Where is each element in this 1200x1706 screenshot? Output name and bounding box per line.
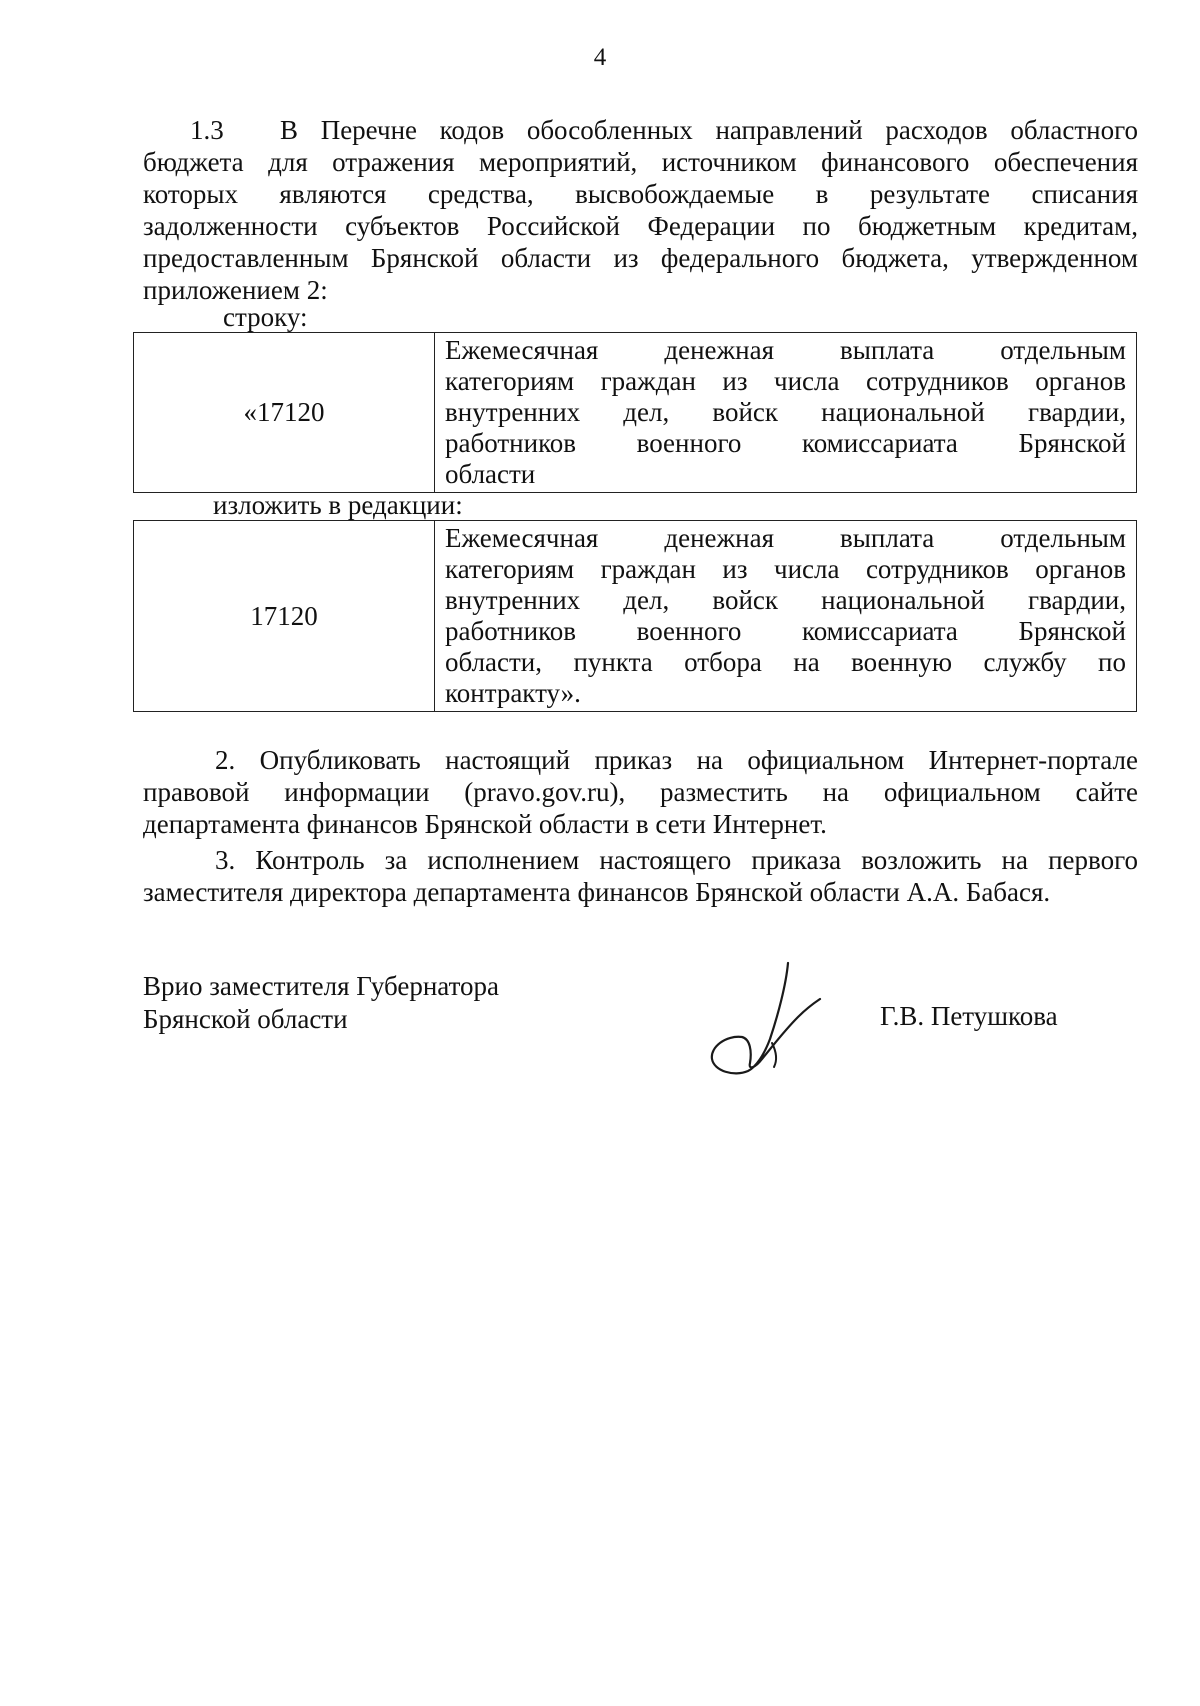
old-row-table (133, 332, 1137, 493)
section-1-3-paragraph (143, 114, 1138, 306)
item-3-line-2: заместителя директора департамента финансов Брянской области А.А. Бабася. (143, 877, 1051, 907)
item-2-line-3: департамента финансов Брянской области в сети Интернет. (143, 809, 827, 839)
new-desc-line-6: контракту». (445, 678, 581, 708)
replace-label: изложить в редакции: (213, 490, 463, 520)
new-row-code: 17120 (134, 521, 435, 712)
old-desc-line-3: внутренних дел, войск национальной гвардии, (445, 397, 1126, 427)
section-1-3-text-1: В Перечне кодов обособленных направлений расходов областного (280, 115, 1138, 145)
item-2-line-1: 2. Опубликовать настоящий приказ на официальном Интернет-портале (215, 745, 1138, 775)
row-label: строку: (223, 302, 308, 332)
item-2-paragraph (143, 744, 1138, 840)
new-row-description (435, 521, 1137, 712)
section-1-3-line-4: задолженности субъектов Российской Федерации по бюджетным кредитам, (143, 211, 1138, 241)
item-3-paragraph (143, 844, 1138, 908)
signatory-position-line-1: Врио заместителя Губернатора (143, 971, 500, 1001)
item-3-line-1: 3. Контроль за исполнением настоящего приказа возложить на первого (215, 845, 1138, 875)
new-desc-line-3: внутренних дел, войск национальной гвардии, (445, 585, 1126, 615)
new-desc-line-2: категориям граждан из числа сотрудников органов (445, 554, 1126, 584)
signatory-position-line-2: Брянской области (143, 1004, 348, 1034)
section-1-3-line-2: бюджета для отражения мероприятий, источником финансового обеспечения (143, 147, 1138, 177)
new-desc-line-1: Ежемесячная денежная выплата отдельным (445, 523, 1126, 553)
section-number: 1.3 (190, 115, 224, 145)
new-row-table (133, 520, 1137, 712)
page-number: 4 (593, 44, 607, 71)
old-desc-line-4: работников военного комиссариата Брянской (445, 428, 1126, 458)
signatory-name: Г.В. Петушкова (880, 1001, 1058, 1031)
section-1-3-line-5: предоставленным Брянской области из федерального бюджета, утвержденном (143, 243, 1138, 273)
old-desc-line-2: категориям граждан из числа сотрудников органов (445, 366, 1126, 396)
table-row (134, 333, 1137, 493)
old-row-code: «17120 (134, 333, 435, 493)
section-1-3-line-6: приложением 2: (143, 275, 328, 305)
item-2-line-2: правовой информации (pravo.gov.ru), разместить на официальном сайте (143, 777, 1138, 807)
old-row-description (435, 333, 1137, 493)
signatory-position (143, 970, 499, 1036)
old-desc-line-1: Ежемесячная денежная выплата отдельным (445, 335, 1126, 365)
new-desc-line-4: работников военного комиссариата Брянской (445, 616, 1126, 646)
new-desc-line-5: области, пункта отбора на военную службу по (445, 647, 1126, 677)
table-row (134, 521, 1137, 712)
section-1-3-line-3: которых являются средства, высвобождаемые в результате списания (143, 179, 1138, 209)
old-desc-line-5: области (445, 459, 536, 489)
section-1-3-line-1 (143, 114, 1138, 146)
handwritten-signature (690, 955, 840, 1085)
